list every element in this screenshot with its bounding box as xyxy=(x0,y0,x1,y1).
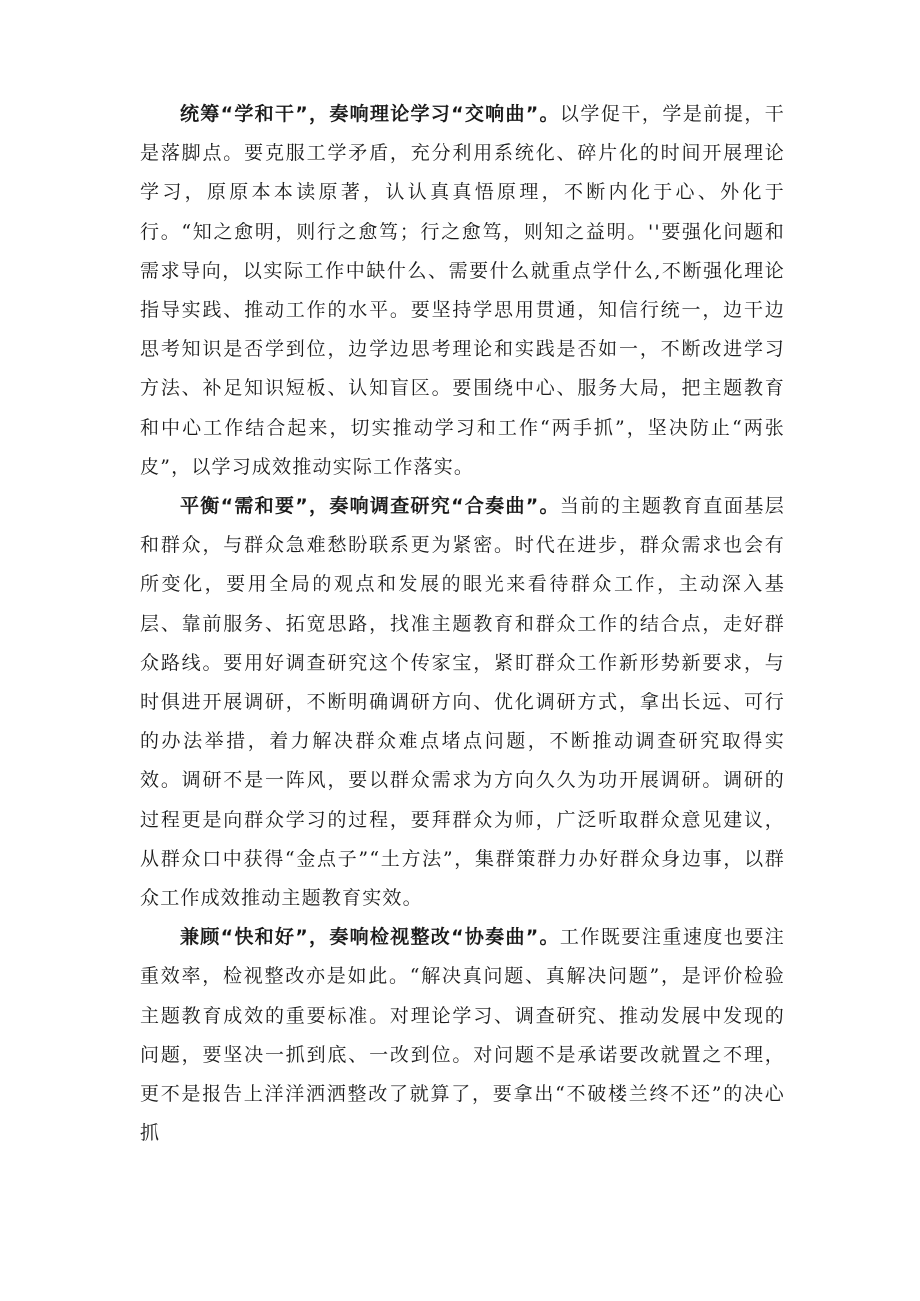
paragraph-study-and-work xyxy=(140,95,785,487)
paragraph-research xyxy=(140,487,785,918)
paragraph-rectification xyxy=(140,918,785,1153)
paragraph-heading: 统筹“学和干”，奏响理论学习“交响曲”。 xyxy=(180,103,560,125)
paragraph-heading: 平衡“需和要”，奏响调查研究“合奏曲”。 xyxy=(180,495,560,518)
paragraph-text: 以学促干，学是前提，干是落脚点。要克服工学矛盾，充分利用系统化、碎片化的时间开展理论学习，原原本本读原著，认认真真悟原理，不断内化于心、外化于行。“知之愈明，则行之愈笃；行之愈笃，则知之益明。''要强化问题和需求导向，以实际工作中缺什么、需要什么就重点学什么,不断强化理论指导实践、推动工作的水平。要坚持学思用贯通，知信行统一，边干边思考知识是否学到位，边学边思考理论和实践是否如一，不断改进学习方法、补足知识短板、认知盲区。要围绕中心、服务大局，把主题教育和中心工作结合起来，切实推动学习和工作“两手抓”，坚决防止“两张皮”，以学习成效推动实际工作落实。 xyxy=(140,103,786,478)
paragraph-text: 当前的主题教育直面基层和群众，与群众急难愁盼联系更为紧密。时代在进步，群众需求也会有所变化，要用全局的观点和发展的眼光来看待群众工作，主动深入基层、靠前服务、拓宽思路，找准主题教育和群众工作的结合点，走好群众路线。要用好调查研究这个传家宝，紧盯群众工作新形势新要求，与时俱进开展调研，不断明确调研方向、优化调研方式，拿出长远、可行的办法举措，着力解决群众难点堵点问题，不断推动调查研究取得实效。调研不是一阵风，要以群众需求为方向久久为功开展调研。调研的过程更是向群众学习的过程，要拜群众为师，广泛听取群众意见建议，从群众口中获得“金点子”“土方法”，集群策群力办好群众身边事，以群众工作成效推动主题教育实效。 xyxy=(140,495,786,910)
paragraph-heading: 兼顾“快和好”，奏响检视整改“协奏曲”。 xyxy=(180,926,560,949)
paragraph-text: 工作既要注重速度也要注重效率，检视整改亦是如此。“解决真问题、真解决问题”，是评价检验主题教育成效的重要标准。对理论学习、调查研究、推动发展中发现的问题，要坚决一抓到底、一改到位。对问题不是承诺要改就置之不理，更不是报告上洋洋洒洒整改了就算了，要拿出“不破楼兰终不还”的决心抓 xyxy=(140,926,786,1145)
document-body xyxy=(140,95,785,1153)
